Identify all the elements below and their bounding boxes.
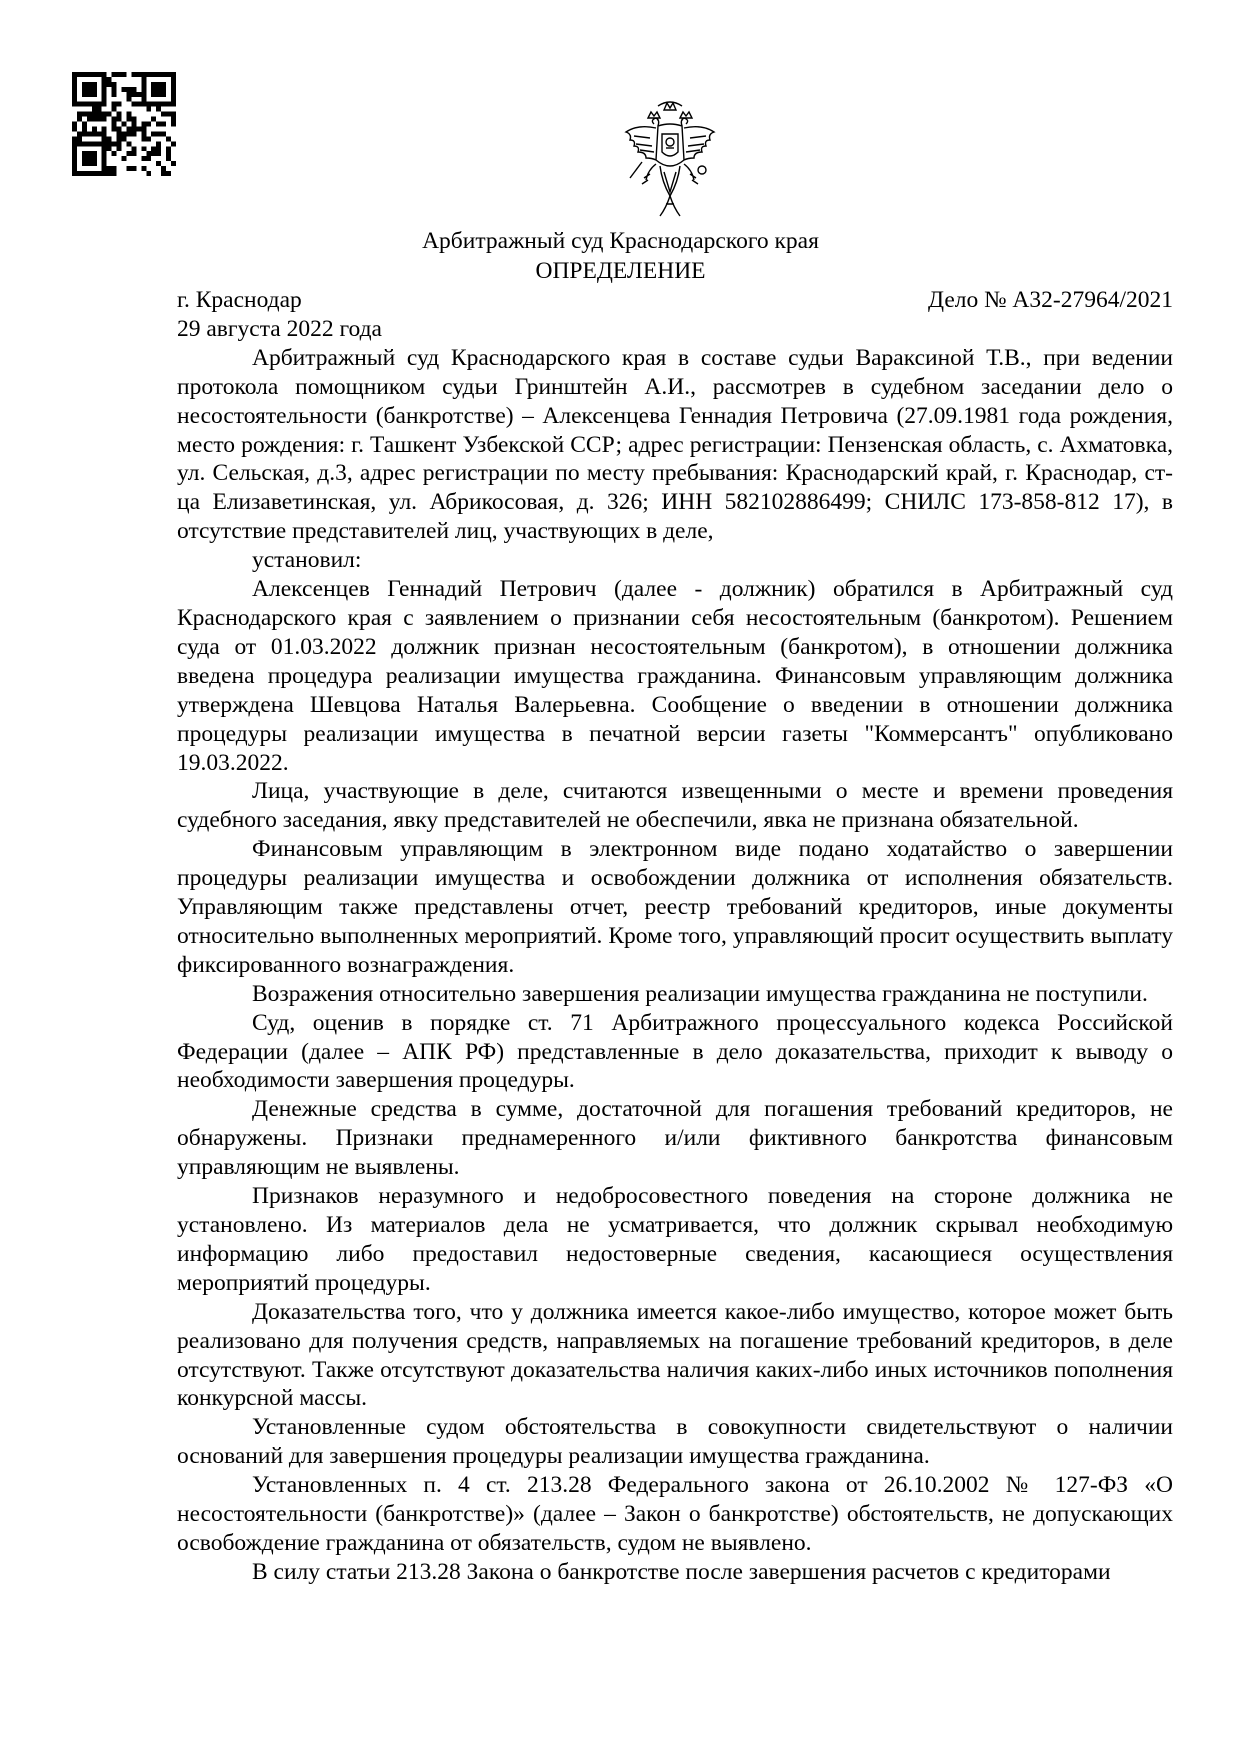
paragraph: Лица, участвующие в деле, считаются извещенными о месте и времени проведения судебного заседания, явку представителей не обеспечили, явка не признана обязательной.: [177, 778, 1173, 834]
coat-of-arms-emblem: [620, 100, 720, 226]
document-type-title: ОПРЕДЕЛЕНИЕ: [535, 258, 706, 284]
header-row: [177, 286, 1173, 315]
paragraph: Финансовым управляющим в электронном виде подано ходатайство о завершении процедуры реализации имущества и освобождении должника от исполнения обязательств. Управляющим также представлены отчет, реестр требований кредиторов, иные документы относительно выполненных мероприятий. Кроме того, управляющий просит осуществить выплату фиксированного вознаграждения.: [177, 836, 1173, 978]
paragraph: Денежные средства в сумме, достаточной для погашения требований кредиторов, не обнаружены. Признаки преднамеренного и/или фиктивного банкротства финансовым управляющим не выявлены.: [177, 1096, 1173, 1181]
paragraph: Суд, оценив в порядке ст. 71 Арбитражного процессуального кодекса Российской Федерации (далее – АПК РФ) представленные в дело доказательства, приходит к выводу о необходимости завершения процедуры.: [177, 1009, 1173, 1094]
paragraph: Возражения относительно завершения реализации имущества гражданина не поступили.: [252, 980, 1148, 1007]
case-number: Дело № А32-27964/2021: [928, 287, 1173, 313]
paragraph: Установленные судом обстоятельства в совокупности свидетельствуют о наличии оснований для завершения процедуры реализации имущества гражданина.: [177, 1414, 1173, 1470]
document-date: 29 августа 2022 года: [177, 315, 382, 342]
paragraph: В силу статьи 213.28 Закона о банкротстве после завершения расчетов с кредиторами: [252, 1558, 1111, 1585]
paragraph-intro: Арбитражный суд Краснодарского края в составе судьи Вараксиной Т.В., при ведении протокола помощником судьи Гринштейн А.И., рассмотрев в судебном заседании дело о несостоятельности (банкротстве) – Алексенцева Геннадия Петровича (27.09.1981 года рождения, место рождения: г. Ташкент Узбекской ССР; адрес регистрации: Пензенская область, с. Ахматовка, ул. Сельская, д.3, адрес регистрации по месту пребывания: Краснодарский край, г. Краснодар, ст-ца Елизаветинская, ул. Абрикосовая, д. 326; ИНН 582102886499; СНИЛС 173-858-812 17), в отсутствие представителей лиц, участвующих в деле,: [177, 344, 1173, 545]
qr-code-image: [72, 72, 176, 176]
paragraph: Алексенцев Геннадий Петрович (далее - должник) обратился в Арбитражный суд Краснодарского края с заявлением о признании себя несостоятельным (банкротом). Решением суда от 01.03.2022 должник признан несостоятельным (банкротом), в отношении должника введена процедура реализации имущества гражданина. Финансовым управляющим должника утверждена Шевцова Наталья Валерьевна. Сообщение о введении в отношении должника процедуры реализации имущества в печатной версии газеты "Коммерсантъ" опубликовано 19.03.2022.: [177, 576, 1173, 776]
document-body: [177, 286, 1173, 1587]
paragraph: Признаков неразумного и недобросовестного поведения на стороне должника не установлено. Из материалов дела не усматривается, что должник скрывал необходимую информацию либо предоставил недостоверные сведения, касающиеся осуществления мероприятий процедуры.: [177, 1183, 1173, 1296]
paragraph-established: установил:: [252, 547, 362, 574]
city: г. Краснодар: [177, 287, 302, 313]
court-name: Арбитражный суд Краснодарского края: [422, 228, 819, 254]
paragraph: Доказательства того, что у должника имеется какое-либо имущество, которое может быть реализовано для получения средств, направляемых на погашение требований кредиторов, в деле отсутствуют. Также отсутствуют доказательства наличия каких-либо иных источников пополнения конкурсной массы.: [177, 1298, 1173, 1412]
paragraph: Установленных п. 4 ст. 213.28 Федерального закона от 26.10.2002 № 127-ФЗ «О несостоятельности (банкротстве)» (далее – Закон о банкротстве) обстоятельств, не допускающих освобождение гражданина от обязательств, судом не выявлено.: [177, 1472, 1173, 1556]
